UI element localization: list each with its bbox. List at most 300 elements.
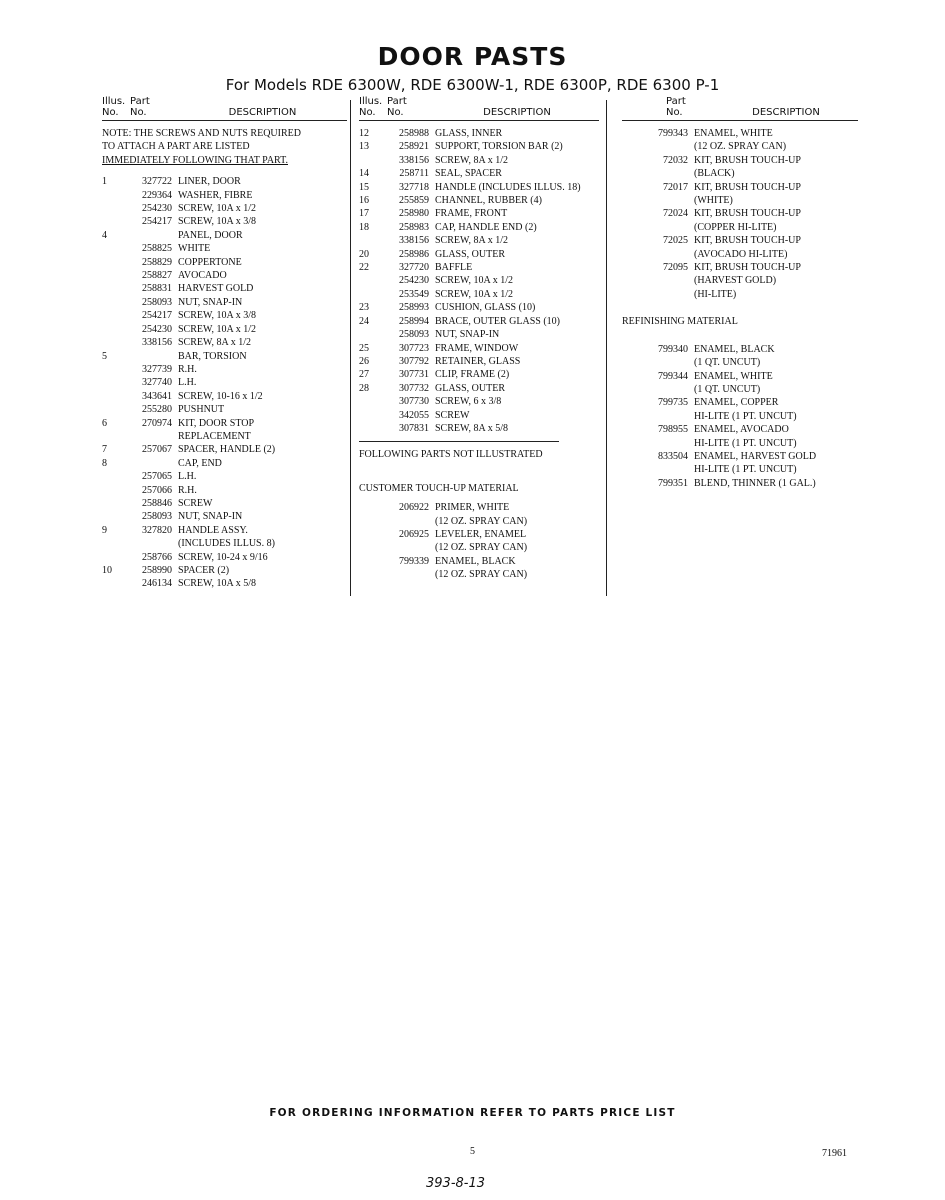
- table-row: [359, 288, 599, 301]
- table-row: [359, 541, 599, 554]
- illus-number: 4: [102, 229, 107, 241]
- part-no-header: No.: [666, 107, 683, 118]
- illus-number: [102, 430, 124, 443]
- part-description: SPACER, HANDLE (2): [178, 444, 276, 456]
- part-description: ENAMEL, AVOCADO: [694, 424, 789, 436]
- part-no-header: No.: [387, 107, 404, 118]
- table-row: [359, 515, 599, 528]
- part-description: SCREW: [435, 409, 470, 421]
- part-number: 72025: [663, 235, 688, 247]
- part-number: 229364: [142, 189, 172, 201]
- part-description: GLASS, INNER: [435, 128, 503, 139]
- table-row: [102, 323, 347, 336]
- table-row: [622, 370, 858, 383]
- document-number: 71961: [822, 1148, 847, 1159]
- part-description: HI-LITE (1 PT. UNCUT): [694, 410, 797, 422]
- illus-number: 13: [359, 141, 369, 153]
- illus-number: 12: [359, 128, 369, 139]
- part-number: 307732: [399, 382, 429, 394]
- illus-number: [359, 515, 381, 528]
- part-number: 258711: [399, 168, 429, 180]
- illus-number: 15: [359, 181, 369, 193]
- part-number: [622, 437, 694, 450]
- table-row: [359, 181, 599, 194]
- part-description: SCREW: [178, 497, 213, 509]
- table-row: [102, 336, 347, 349]
- table-row: [102, 510, 347, 523]
- table-row: [622, 261, 858, 274]
- table-row: [102, 390, 347, 403]
- part-number: 255280: [142, 404, 172, 416]
- part-number: [622, 248, 694, 261]
- part-number: 254217: [142, 216, 172, 228]
- note-line: TO ATTACH A PART ARE LISTED: [102, 141, 250, 153]
- parts-list: [622, 127, 858, 301]
- page-title: DOOR PASTS: [377, 42, 568, 71]
- part-description: CLIP, FRAME (2): [435, 369, 510, 381]
- illus-number: [102, 551, 124, 564]
- parts-list: [102, 175, 347, 591]
- part-number: 257067: [142, 444, 172, 456]
- part-description: (12 OZ. SPRAY CAN): [694, 141, 787, 153]
- part-description: (INCLUDES ILLUS. 8): [178, 538, 275, 550]
- illus-number: [359, 395, 381, 408]
- table-row: [622, 207, 858, 220]
- part-description: SCREW, 10-24 x 9/16: [178, 551, 268, 563]
- illus-number: [102, 336, 124, 349]
- part-number: 258829: [142, 256, 172, 268]
- part-description: SCREW, 8A x 5/8: [435, 422, 508, 434]
- part-description: GLASS, OUTER: [435, 248, 506, 260]
- part-description: SCREW, 10A x 3/8: [178, 216, 256, 228]
- table-row: [622, 234, 858, 247]
- part-number: 72024: [663, 208, 688, 220]
- illus-number: [359, 234, 381, 247]
- table-row: [622, 410, 858, 423]
- illus-number: [359, 568, 381, 581]
- illus-number: [102, 296, 124, 309]
- table-row: [102, 551, 347, 564]
- part-number: [622, 167, 694, 180]
- table-row: [102, 484, 347, 497]
- table-row: [359, 127, 599, 140]
- table-row: [359, 234, 599, 247]
- part-description: SCREW, 8A x 1/2: [435, 154, 508, 166]
- part-number: 338156: [142, 337, 172, 349]
- part-description: KIT, BRUSH TOUCH-UP: [694, 208, 801, 220]
- part-number: 799351: [658, 477, 688, 489]
- part-description: ENAMEL, COPPER: [694, 397, 779, 409]
- table-row: [622, 343, 858, 356]
- part-number: 72017: [663, 181, 688, 193]
- part-description: LINER, DOOR: [178, 176, 241, 188]
- table-row: [622, 154, 858, 167]
- part-description: FRAME, WINDOW: [435, 342, 519, 354]
- illus-number: 8: [102, 457, 107, 469]
- illus-number: [102, 577, 124, 590]
- illus-number: [102, 242, 124, 255]
- part-number: 327720: [399, 262, 429, 274]
- part-number: 246134: [142, 578, 172, 590]
- part-number: 258766: [142, 551, 172, 563]
- part-description: SCREW, 8A x 1/2: [435, 235, 508, 247]
- table-row: [359, 568, 599, 581]
- illus-no-header: No.: [359, 107, 376, 118]
- illus-number: [102, 470, 124, 483]
- part-number: 258988: [399, 128, 429, 139]
- illus-number: [102, 282, 124, 295]
- illus-number: 1: [102, 176, 107, 188]
- part-description: L.H.: [178, 377, 197, 389]
- illus-number: [359, 274, 381, 287]
- part-description: SCREW, 10-16 x 1/2: [178, 390, 263, 402]
- part-number: 258980: [399, 208, 429, 220]
- not-illustrated-heading: FOLLOWING PARTS NOT ILLUSTRATED: [359, 449, 543, 461]
- part-description: (BLACK): [694, 168, 735, 180]
- part-number: [124, 537, 178, 550]
- part-number: 258993: [399, 302, 429, 314]
- table-row: [102, 537, 347, 550]
- part-number: [622, 356, 694, 369]
- part-description: PANEL, DOOR: [178, 229, 243, 241]
- part-number: [381, 515, 435, 528]
- touchup-heading: CUSTOMER TOUCH-UP MATERIAL: [359, 482, 519, 494]
- table-row: [102, 430, 347, 443]
- part-description: RETAINER, GLASS: [435, 355, 521, 367]
- part-description: ENAMEL, BLACK: [694, 343, 775, 355]
- table-row: [359, 167, 599, 180]
- table-row: [359, 274, 599, 287]
- table-row: [622, 288, 858, 301]
- part-description: ENAMEL, WHITE: [694, 128, 773, 139]
- part-description: (WHITE): [694, 195, 733, 207]
- illus-number: 24: [359, 315, 369, 327]
- part-header: Part: [130, 96, 150, 107]
- part-number: 254230: [142, 323, 172, 335]
- part-description: AVOCADO: [178, 270, 227, 282]
- part-description: KIT, BRUSH TOUCH-UP: [694, 262, 801, 274]
- table-row: [622, 383, 858, 396]
- part-number: 253549: [399, 288, 429, 300]
- part-description: (HI-LITE): [694, 288, 737, 300]
- illus-number: 28: [359, 382, 369, 394]
- part-description: SUPPORT, TORSION BAR (2): [435, 141, 563, 153]
- table-row: [102, 202, 347, 215]
- part-description: KIT, BRUSH TOUCH-UP: [694, 181, 801, 193]
- description-header: DESCRIPTION: [752, 107, 820, 118]
- table-row: [102, 457, 347, 470]
- part-number: 255859: [399, 195, 429, 207]
- part-description: (12 OZ. SPRAY CAN): [435, 515, 528, 527]
- table-row: [359, 248, 599, 261]
- part-description: (AVOCADO HI-LITE): [694, 248, 788, 260]
- table-row: [359, 221, 599, 234]
- part-number: 254230: [142, 203, 172, 215]
- part-number: [622, 463, 694, 476]
- part-description: R.H.: [178, 363, 197, 375]
- illus-number: 26: [359, 355, 369, 367]
- part-description: SCREW, 10A x 1/2: [178, 203, 256, 215]
- part-description: SCREW, 10A x 5/8: [178, 578, 256, 590]
- part-number: 327722: [142, 176, 172, 188]
- part-description: GLASS, OUTER: [435, 382, 506, 394]
- part-header: Part: [387, 96, 407, 107]
- part-description: HI-LITE (1 PT. UNCUT): [694, 437, 797, 449]
- part-number: 258827: [142, 270, 172, 282]
- table-row: [102, 470, 347, 483]
- illus-number: [102, 189, 124, 202]
- illus-number: [359, 409, 381, 422]
- part-number: [622, 288, 694, 301]
- part-description: WHITE: [178, 243, 211, 255]
- part-number: 72095: [663, 262, 688, 274]
- table-row: [359, 207, 599, 220]
- page-number: 5: [470, 1146, 475, 1157]
- part-description: SCREW, 10A x 1/2: [435, 275, 513, 287]
- table-row: [102, 376, 347, 389]
- illus-number: [359, 154, 381, 167]
- illus-number: [359, 555, 381, 568]
- part-description: (COPPER HI-LITE): [694, 221, 777, 233]
- part-description: CHANNEL, RUBBER (4): [435, 195, 542, 207]
- part-description: NUT, SNAP-IN: [178, 296, 243, 308]
- table-row: [359, 528, 599, 541]
- part-number: [622, 410, 694, 423]
- table-row: [359, 368, 599, 381]
- illus-number: 6: [102, 417, 107, 429]
- column-divider: [606, 100, 607, 596]
- table-row: [622, 127, 858, 140]
- part-number: 258994: [399, 315, 429, 327]
- parts-column-2: [359, 96, 599, 582]
- part-number: [124, 457, 178, 470]
- column-header: [102, 96, 347, 118]
- part-description: (12 OZ. SPRAY CAN): [435, 542, 528, 554]
- part-number: [381, 568, 435, 581]
- part-number: 307731: [399, 369, 429, 381]
- illus-header: Illus.: [102, 96, 126, 107]
- part-description: BRACE, OUTER GLASS (10): [435, 315, 561, 327]
- part-description: SCREW, 8A x 1/2: [178, 337, 251, 349]
- touchup-list: [359, 501, 599, 581]
- table-row: [622, 423, 858, 436]
- illus-number: 17: [359, 208, 369, 220]
- table-row: [102, 309, 347, 322]
- part-number: 799340: [658, 343, 688, 355]
- parts-column-1: [102, 96, 347, 591]
- illus-number: [102, 376, 124, 389]
- table-row: [622, 221, 858, 234]
- column-divider: [350, 100, 351, 596]
- part-number: 258093: [399, 329, 429, 341]
- part-number: [124, 229, 178, 242]
- table-row: [359, 395, 599, 408]
- table-row: [102, 256, 347, 269]
- part-number: 270974: [142, 417, 172, 429]
- table-row: [359, 501, 599, 514]
- table-row: [359, 154, 599, 167]
- table-row: [359, 301, 599, 314]
- part-number: 254217: [142, 310, 172, 322]
- part-description: (1 QT. UNCUT): [694, 383, 761, 395]
- illus-number: 23: [359, 302, 369, 314]
- illus-number: 10: [102, 565, 112, 576]
- illus-number: [102, 269, 124, 282]
- part-number: 799343: [658, 128, 688, 139]
- header-rule: [622, 120, 858, 121]
- table-row: [359, 328, 599, 341]
- part-number: 327739: [142, 363, 172, 375]
- part-number: [622, 383, 694, 396]
- table-row: [359, 315, 599, 328]
- table-row: [102, 189, 347, 202]
- description-header: DESCRIPTION: [483, 107, 551, 118]
- part-description: SCREW, 10A x 3/8: [178, 310, 256, 322]
- part-description: WASHER, FIBRE: [178, 189, 253, 201]
- part-description: (HARVEST GOLD): [694, 275, 777, 287]
- part-description: HANDLE ASSY.: [178, 524, 248, 536]
- part-description: (12 OZ. SPRAY CAN): [435, 569, 528, 581]
- note-line: IMMEDIATELY FOLLOWING THAT PART.: [102, 154, 288, 166]
- part-no-header: No.: [130, 107, 147, 118]
- table-row: [359, 409, 599, 422]
- table-row: [102, 242, 347, 255]
- part-number: 799735: [658, 397, 688, 409]
- part-description: HI-LITE (1 PT. UNCUT): [694, 464, 797, 476]
- part-number: 327820: [142, 524, 172, 536]
- part-number: 254230: [399, 275, 429, 287]
- part-number: [381, 541, 435, 554]
- table-row: [622, 181, 858, 194]
- handwritten-note: 393-8-13: [426, 1176, 486, 1191]
- part-number: [622, 194, 694, 207]
- table-row: [102, 577, 347, 590]
- table-row: [102, 443, 347, 456]
- header-rule: [102, 120, 347, 121]
- header-rule: [359, 120, 599, 121]
- part-number: 338156: [399, 154, 429, 166]
- section-rule: [359, 441, 559, 442]
- part-number: 257066: [142, 484, 172, 496]
- parts-list: [359, 127, 599, 435]
- part-number: 307723: [399, 342, 429, 354]
- part-description: REPLACEMENT: [178, 430, 251, 442]
- illus-number: 25: [359, 342, 369, 354]
- part-number: 338156: [399, 235, 429, 247]
- part-number: 327718: [399, 181, 429, 193]
- part-description: HARVEST GOLD: [178, 283, 254, 295]
- refinishing-list: [622, 343, 858, 490]
- parts-column-3: [622, 96, 858, 490]
- table-row: [359, 140, 599, 153]
- illus-number: [359, 528, 381, 541]
- illus-number: 20: [359, 248, 369, 260]
- table-row: [102, 269, 347, 282]
- table-row: [359, 355, 599, 368]
- table-row: [102, 403, 347, 416]
- illus-number: [102, 497, 124, 510]
- part-description: KIT, DOOR STOP: [178, 417, 255, 429]
- table-row: [102, 282, 347, 295]
- table-row: [102, 175, 347, 188]
- part-number: 307831: [399, 422, 429, 434]
- part-number: 72032: [663, 154, 688, 166]
- screws-note: [102, 127, 347, 167]
- illus-number: [102, 537, 124, 550]
- part-description: COPPERTONE: [178, 256, 242, 268]
- illus-number: [102, 363, 124, 376]
- part-number: 258093: [142, 511, 172, 523]
- part-number: 342055: [399, 409, 429, 421]
- part-description: (1 QT. UNCUT): [694, 357, 761, 369]
- ordering-footer: FOR ORDERING INFORMATION REFER TO PARTS PRICE LIST: [269, 1107, 676, 1119]
- table-row: [622, 396, 858, 409]
- column-header: [622, 96, 858, 118]
- illus-number: 7: [102, 444, 107, 456]
- table-row: [622, 167, 858, 180]
- table-row: [359, 382, 599, 395]
- illus-number: [359, 541, 381, 554]
- table-row: [622, 463, 858, 476]
- illus-number: 5: [102, 350, 107, 362]
- illus-number: [359, 288, 381, 301]
- part-number: 343641: [142, 390, 172, 402]
- illus-no-header: No.: [102, 107, 119, 118]
- part-description: SEAL, SPACER: [435, 168, 502, 180]
- illus-number: [102, 323, 124, 336]
- part-number: 258921: [399, 141, 429, 153]
- table-row: [359, 342, 599, 355]
- illus-number: [102, 403, 124, 416]
- part-number: 258990: [142, 565, 172, 576]
- part-description: BLEND, THINNER (1 GAL.): [694, 477, 816, 489]
- part-description: SCREW, 6 x 3/8: [435, 396, 502, 408]
- part-description: NUT, SNAP-IN: [435, 329, 500, 341]
- part-description: ENAMEL, HARVEST GOLD: [694, 450, 817, 462]
- part-number: [124, 350, 178, 363]
- table-row: [102, 417, 347, 430]
- part-description: CAP, HANDLE END (2): [435, 221, 537, 233]
- table-row: [622, 477, 858, 490]
- part-number: 258831: [142, 283, 172, 295]
- illus-number: [102, 484, 124, 497]
- part-number: 206925: [399, 528, 429, 540]
- part-number: 307730: [399, 396, 429, 408]
- table-row: [102, 296, 347, 309]
- part-description: KIT, BRUSH TOUCH-UP: [694, 235, 801, 247]
- table-row: [359, 261, 599, 274]
- part-number: [622, 221, 694, 234]
- table-row: [102, 350, 347, 363]
- illus-number: [102, 510, 124, 523]
- table-row: [102, 363, 347, 376]
- part-number: 327740: [142, 377, 172, 389]
- refinishing-heading: REFINISHING MATERIAL: [622, 316, 738, 328]
- part-description: BAR, TORSION: [178, 350, 247, 362]
- part-number: 799339: [399, 555, 429, 567]
- illus-number: 9: [102, 524, 107, 536]
- table-row: [102, 497, 347, 510]
- table-row: [359, 194, 599, 207]
- part-number: 833504: [658, 450, 688, 462]
- table-row: [102, 229, 347, 242]
- part-number: 799344: [658, 370, 688, 382]
- part-description: ENAMEL, BLACK: [435, 555, 516, 567]
- part-description: BAFFLE: [435, 262, 473, 274]
- part-description: HANDLE (INCLUDES ILLUS. 18): [435, 181, 581, 193]
- part-description: KIT, BRUSH TOUCH-UP: [694, 154, 801, 166]
- part-number: 258986: [399, 248, 429, 260]
